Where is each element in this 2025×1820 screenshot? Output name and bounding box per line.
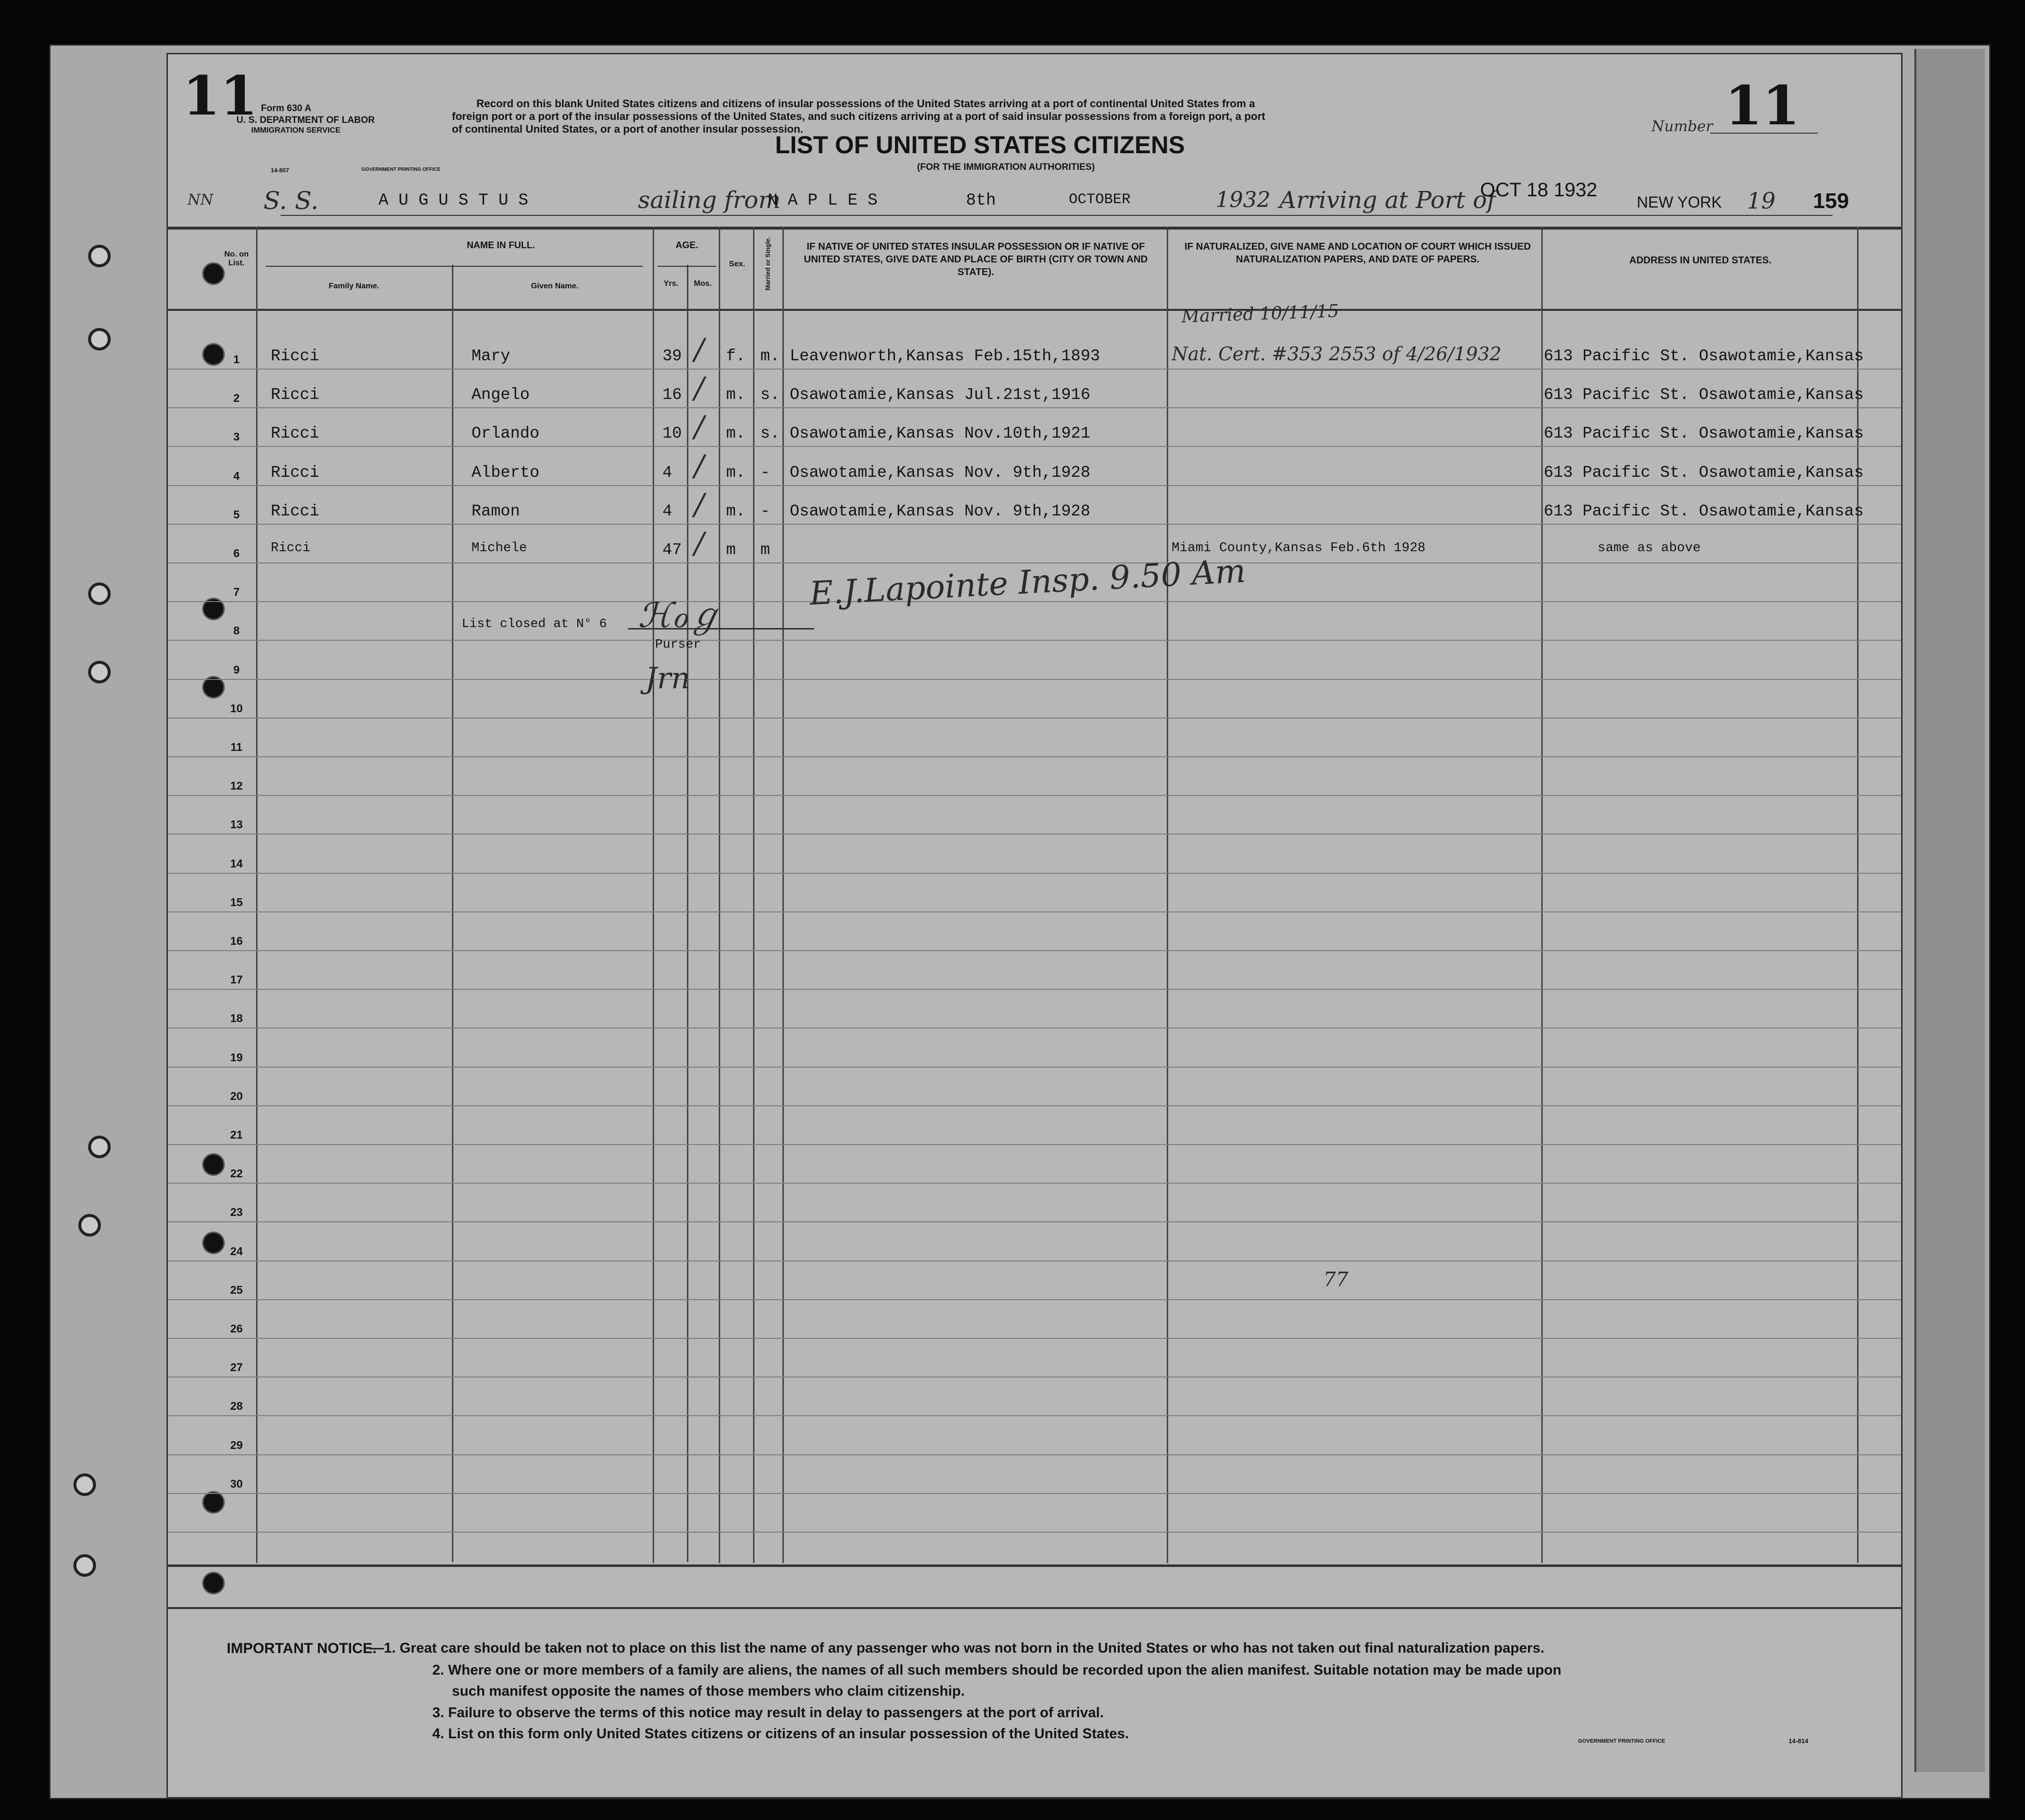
- column-divider: [782, 227, 784, 1563]
- year-prefix: 19: [1747, 187, 1776, 214]
- row-number: 21: [230, 1128, 243, 1141]
- header-given-name: Given Name.: [531, 282, 579, 290]
- mark-77: 77: [1323, 1268, 1348, 1291]
- notice-item-2b: such manifest opposite the names of those members who claim citizenship.: [452, 1683, 965, 1699]
- page-edge-strip: [1914, 49, 1985, 1772]
- row-number: 29: [230, 1438, 243, 1451]
- row-number: 20: [230, 1089, 243, 1102]
- row-rule: [168, 1221, 1901, 1222]
- cell-yrs: 16: [662, 386, 682, 404]
- row-number: 8: [233, 624, 240, 637]
- row-rule: [168, 679, 1901, 680]
- cell-birth: Leavenworth,Kansas Feb.15th,1893: [790, 347, 1100, 365]
- department-name: U. S. DEPARTMENT OF LABOR: [236, 115, 375, 125]
- header-birth: IF NATIVE OF UNITED STATES INSULAR POSSESSION OR IF NATIVE OF UNITED STATES, GIVE DATE AND PLACE OF BIRTH (CITY OR TOWN AND STATE).: [803, 241, 1148, 278]
- arriving-label: Arriving at Port of: [1279, 187, 1496, 214]
- column-divider: [719, 227, 720, 1563]
- header-family-name: Family Name.: [329, 282, 379, 290]
- purser-signature: ℋℴℊ: [638, 595, 722, 635]
- row-rule: [168, 369, 1901, 370]
- row-rule: [168, 1067, 1901, 1068]
- cell-family: Ricci: [271, 502, 320, 520]
- list-number: 11: [1725, 74, 1800, 137]
- row-number: 3: [233, 430, 240, 443]
- row-rule: [168, 1493, 1901, 1494]
- cell-sex: m.: [726, 502, 746, 520]
- row-rule: [168, 407, 1901, 408]
- binder-hole-icon: [88, 583, 111, 605]
- header-no-on-list: No. on List.: [224, 250, 249, 267]
- cell-mos: /: [694, 487, 705, 522]
- age-subheader-line: [658, 266, 716, 267]
- row-rule: [168, 601, 1901, 602]
- print-code: 14-807: [271, 167, 289, 174]
- cell-yrs: 4: [662, 502, 672, 520]
- row-rule: [168, 1415, 1901, 1416]
- notice-top-border: [168, 1607, 1901, 1609]
- row-number: 26: [230, 1322, 243, 1335]
- cell-ms: m: [760, 541, 770, 559]
- table-top-border: [168, 227, 1901, 230]
- married-note: Married 10/11/15: [1181, 301, 1340, 327]
- cell-naturalized: Miami County,Kansas Feb.6th 1928: [1172, 541, 1426, 556]
- cell-mos: /: [694, 448, 705, 483]
- row-rule: [168, 1183, 1901, 1184]
- cell-sex: m.: [726, 463, 746, 482]
- row-rule: [168, 1299, 1901, 1300]
- row-number: 12: [230, 779, 243, 793]
- arrival-date-stamp: OCT 18 1932: [1480, 179, 1598, 201]
- sheet-number: 11: [183, 64, 258, 127]
- cell-given: Mary: [471, 347, 511, 365]
- row-rule: [168, 1105, 1901, 1106]
- cell-naturalized: Nat. Cert. #353 2553 of 4/26/1932: [1172, 343, 1502, 365]
- row-rule: [168, 1338, 1901, 1339]
- row-rule: [168, 1144, 1901, 1145]
- name-subheader-line: [266, 266, 643, 267]
- cell-family: Ricci: [271, 347, 320, 365]
- departure-month: OCTOBER: [1069, 191, 1131, 208]
- cell-yrs: 4: [662, 463, 672, 482]
- instructions-line-3: of continental United States, or a port of another insular possession.: [452, 123, 803, 135]
- instructions-line-1: Record on this blank United States citizens and citizens of insular possessions of the United States arriving at a port of continental United States from a: [476, 97, 1255, 110]
- column-divider: [452, 265, 453, 1562]
- row-rule: [168, 640, 1901, 641]
- notice-heading: IMPORTANT NOTICE.: [227, 1640, 377, 1657]
- row-number: 17: [230, 973, 243, 986]
- row-number: 4: [233, 469, 240, 482]
- form-number: Form 630 A: [261, 103, 311, 114]
- row-rule: [168, 524, 1901, 525]
- cell-address: 613 Pacific St. Osawotamie,Kansas: [1544, 347, 1864, 365]
- row-rule: [168, 873, 1901, 874]
- column-divider: [256, 227, 258, 1563]
- notice-item-2a: 2. Where one or more members of a family are aliens, the names of all such members should be recorded upon the alien manifest. Suitable notation may be made upon: [432, 1662, 1562, 1678]
- list-closed-note: List closed at N° 6: [462, 616, 607, 631]
- punch-hole-icon: [202, 1491, 225, 1514]
- binder-hole-icon: [88, 328, 111, 350]
- row-number: 25: [230, 1283, 243, 1296]
- row-rule: [168, 485, 1901, 486]
- cell-birth: Osawotamie,Kansas Jul.21st,1916: [790, 386, 1090, 404]
- cell-sex: m.: [726, 424, 746, 443]
- column-divider: [653, 227, 654, 1563]
- cell-birth: Osawotamie,Kansas Nov.10th,1921: [790, 424, 1090, 443]
- row-rule: [168, 1260, 1901, 1261]
- binder-hole-icon: [88, 245, 111, 267]
- voyage-underline: [281, 215, 1833, 216]
- cell-mos: /: [694, 371, 705, 406]
- footer-print-office: GOVERNMENT PRINTING OFFICE: [1578, 1738, 1665, 1744]
- ss-label: S. S.: [263, 187, 319, 215]
- header-bottom-border: [168, 309, 1901, 311]
- cell-family: Ricci: [271, 463, 320, 482]
- row-number: 16: [230, 934, 243, 947]
- cell-address: 613 Pacific St. Osawotamie,Kansas: [1544, 463, 1864, 482]
- number-label: Number: [1651, 118, 1713, 135]
- cell-given: Ramon: [471, 502, 520, 520]
- binder-hole-icon: [73, 1473, 96, 1496]
- cell-address: 613 Pacific St. Osawotamie,Kansas: [1544, 424, 1864, 443]
- cell-sex: m.: [726, 386, 746, 404]
- header-naturalized: IF NATURALIZED, GIVE NAME AND LOCATION OF COURT WHICH ISSUED NATURALIZATION PAPERS, AND DATE OF PAPERS.: [1184, 241, 1531, 265]
- cell-ms: m.: [760, 347, 780, 365]
- ship-name: A U G U S T U S: [378, 191, 529, 210]
- cell-given: Alberto: [471, 463, 540, 482]
- row-number: 30: [230, 1477, 243, 1490]
- cell-address: 613 Pacific St. Osawotamie,Kansas: [1544, 386, 1864, 404]
- cell-ms: -: [760, 502, 770, 520]
- row-number: 15: [230, 895, 243, 909]
- header-yrs: Yrs.: [663, 280, 679, 288]
- cell-ms: s.: [760, 424, 780, 443]
- cell-yrs: 10: [662, 424, 682, 443]
- row-rule: [168, 834, 1901, 835]
- inspector-note: E.J.Lapointe Insp. 9.50 Am: [808, 552, 1247, 613]
- service-name: IMMIGRATION SERVICE: [251, 126, 341, 135]
- cell-given: Michele: [471, 541, 527, 556]
- cell-mos: /: [694, 332, 705, 367]
- header-mos: Mos.: [694, 280, 712, 288]
- column-divider: [687, 265, 688, 1562]
- purser-initials: Jrn: [645, 661, 690, 696]
- row-number: 13: [230, 818, 243, 831]
- row-rule: [168, 756, 1901, 757]
- cell-mos: /: [694, 526, 705, 560]
- row-number: 27: [230, 1361, 243, 1374]
- margin-initials: NN: [188, 191, 213, 209]
- column-divider: [753, 227, 754, 1563]
- binder-hole-icon: [78, 1214, 101, 1237]
- row-number: 11: [230, 741, 243, 753]
- row-rule: [168, 989, 1901, 990]
- binder-hole-icon: [88, 661, 111, 683]
- row-number: 24: [230, 1244, 243, 1258]
- header-married-single: Married or Single.: [764, 236, 772, 291]
- row-number: 22: [230, 1167, 243, 1180]
- row-rule: [168, 795, 1901, 796]
- row-number: 7: [233, 585, 240, 599]
- departure-day: 8th: [966, 191, 996, 210]
- departure-year: 1932: [1216, 187, 1271, 212]
- header-sex: Sex.: [729, 260, 745, 268]
- cell-family: Ricci: [271, 386, 320, 404]
- arrival-port: NEW YORK: [1637, 193, 1722, 211]
- cell-yrs: 39: [662, 347, 682, 365]
- row-number: 19: [230, 1050, 243, 1064]
- row-rule: [168, 718, 1901, 719]
- row-rule: [168, 1532, 1901, 1533]
- binder-hole-icon: [73, 1554, 96, 1577]
- cell-birth: Osawotamie,Kansas Nov. 9th,1928: [790, 502, 1090, 520]
- table-bottom-border: [168, 1564, 1901, 1567]
- row-rule: [168, 911, 1901, 912]
- cell-sex: m: [726, 541, 736, 559]
- page-subtitle: (FOR THE IMMIGRATION AUTHORITIES): [917, 162, 1095, 172]
- number-underline: [1710, 133, 1818, 134]
- row-number: 1: [233, 353, 240, 366]
- page-number: 159: [1813, 189, 1849, 213]
- header-name-in-full: NAME IN FULL.: [467, 240, 535, 251]
- row-number: 2: [233, 392, 240, 405]
- cell-address: 613 Pacific St. Osawotamie,Kansas: [1544, 502, 1864, 520]
- notice-item-1: —1. Great care should be taken not to place on this list the name of any passenger who was not born in the United States or who has not taken out final naturalization papers.: [370, 1640, 1545, 1656]
- cell-address: same as above: [1598, 541, 1701, 556]
- column-divider: [1541, 227, 1543, 1563]
- row-number: 6: [233, 547, 240, 560]
- row-rule: [168, 1027, 1901, 1028]
- header-address: ADDRESS IN UNITED STATES.: [1629, 255, 1772, 266]
- instructions-line-2: foreign port or a port of the insular possessions of the United States, and such citizens arriving at a port of said insular possessions from a foreign port, a port: [452, 110, 1266, 122]
- row-number: 5: [233, 508, 240, 521]
- print-office: GOVERNMENT PRINTING OFFICE: [361, 167, 441, 172]
- sailing-from-label: sailing from: [638, 187, 781, 214]
- row-number: 14: [230, 857, 243, 870]
- row-rule: [168, 446, 1901, 447]
- row-number: 23: [230, 1206, 243, 1219]
- cell-birth: Osawotamie,Kansas Nov. 9th,1928: [790, 463, 1090, 482]
- notice-item-4: 4. List on this form only United States citizens or citizens of an insular possession of the United States.: [432, 1726, 1129, 1742]
- cell-family: Ricci: [271, 424, 320, 443]
- page-title: LIST OF UNITED STATES CITIZENS: [775, 131, 1185, 159]
- row-rule: [168, 950, 1901, 951]
- row-number: 28: [230, 1400, 243, 1413]
- notice-item-3: 3. Failure to observe the terms of this notice may result in delay to passengers at the port of arrival.: [432, 1705, 1104, 1721]
- header-age: AGE.: [675, 240, 699, 251]
- row-rule: [168, 1454, 1901, 1455]
- purser-label: Purser: [655, 637, 701, 652]
- cell-given: Orlando: [471, 424, 540, 443]
- cell-ms: -: [760, 463, 770, 482]
- manifest-page: [166, 53, 1903, 1798]
- row-number: 18: [230, 1012, 243, 1025]
- footer-print-code: 14-814: [1789, 1737, 1809, 1745]
- departure-port: N A P L E S: [768, 191, 878, 210]
- cell-family: Ricci: [271, 541, 311, 556]
- row-number: 9: [233, 663, 240, 676]
- punch-hole-icon: [202, 1572, 225, 1594]
- cell-yrs: 47: [662, 541, 682, 559]
- row-number: 10: [230, 701, 243, 715]
- column-divider: [1167, 227, 1168, 1563]
- cell-sex: f.: [726, 347, 746, 365]
- binder-hole-icon: [88, 1136, 111, 1158]
- cell-mos: /: [694, 410, 705, 444]
- cell-ms: s.: [760, 386, 780, 404]
- cell-given: Angelo: [471, 386, 530, 404]
